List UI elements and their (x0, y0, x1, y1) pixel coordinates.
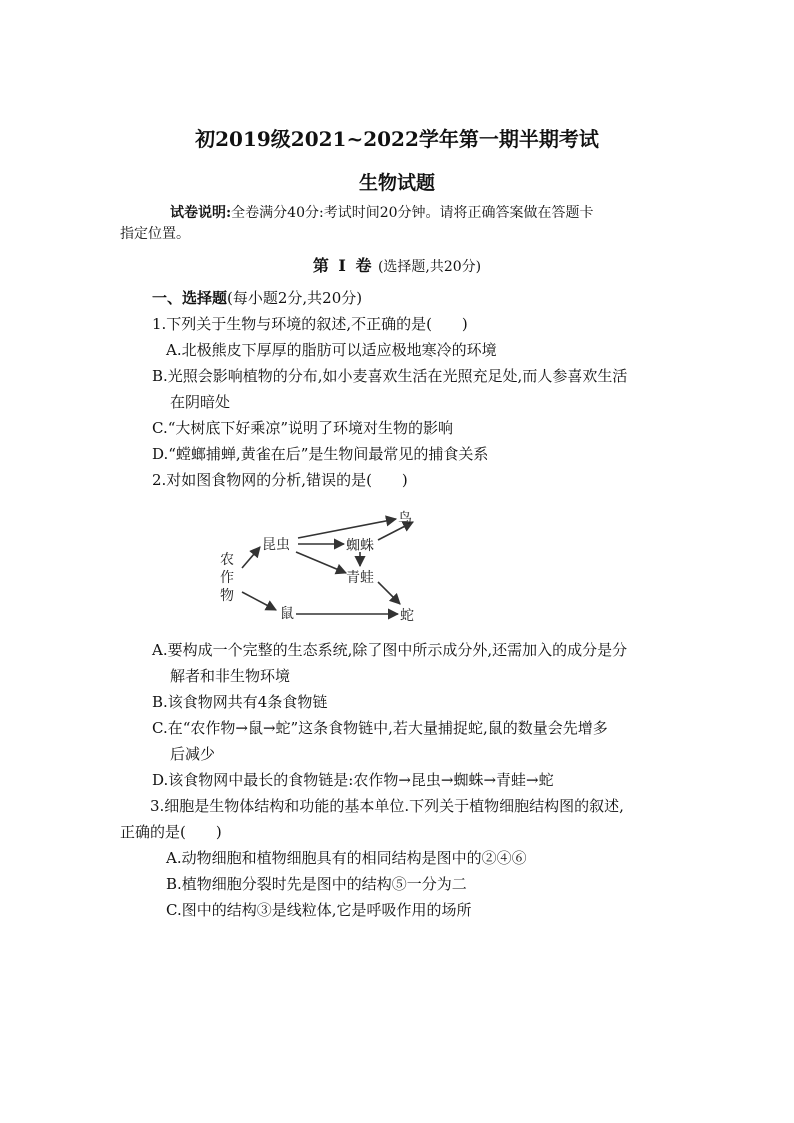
node-crop-2: 作 (220, 570, 234, 586)
exam-title: 初2019级2021~2022学年第一期半期考试 (195, 127, 599, 151)
q2-option-a-line-2: 解者和非生物环境 (170, 667, 291, 685)
node-crop-3: 物 (220, 588, 234, 604)
node-frog: 青蛙 (346, 570, 374, 586)
q1-option-d: D.“螳螂捕蝉,黄雀在后”是生物间最常见的捕食关系 (152, 445, 489, 463)
q1-option-b-line-1: B.光照会影响植物的分布,如小麦喜欢生活在光照充足处,而人参喜欢生活 (152, 367, 628, 385)
q2-option-c-line-2: 后减少 (170, 745, 216, 763)
exam-subtitle: 生物试题 (358, 172, 435, 194)
instructions-line-1 (170, 203, 594, 223)
arrow-insect-to-bird (298, 519, 396, 538)
volume-heading (0, 256, 794, 277)
q1-option-b-line-2: 在阴暗处 (170, 393, 231, 411)
arrow-insect-to-frog (296, 552, 346, 573)
q2-option-d: D.该食物网中最长的食物链是:农作物→昆虫→蜘蛛→青蛙→蛇 (152, 771, 554, 789)
q1-stem: 1.下列关于生物与环境的叙述,不正确的是( ) (152, 315, 468, 333)
q3-option-a: A.动物细胞和植物细胞具有的相同结构是图中的②④⑥ (166, 849, 527, 867)
section-heading (152, 288, 362, 308)
q3-option-b: B.植物细胞分裂时先是图中的结构⑤一分为二 (166, 875, 467, 893)
arrow-frog-to-snake (378, 582, 400, 604)
arrow-crop-to-mouse (242, 592, 276, 610)
node-mouse: 鼠 (280, 606, 294, 622)
food-web-diagram (200, 500, 440, 625)
instructions-label: 试卷说明: (170, 205, 232, 221)
node-bird: 鸟 (398, 511, 412, 527)
q2-option-a-line-1: A.要构成一个完整的生态系统,除了图中所示成分外,还需加入的成分是分 (152, 641, 628, 659)
instructions-text: 全卷满分40分:考试时间20分钟。请将正确答案做在答题卡 (231, 205, 594, 221)
node-snake: 蛇 (400, 608, 414, 624)
section-desc: (每小题2分,共20分) (227, 289, 363, 307)
q2-option-b: B.该食物网共有4条食物链 (152, 693, 328, 711)
node-crop-1: 农 (220, 552, 234, 568)
q1-option-c: C.“大树底下好乘凉”说明了环境对生物的影响 (152, 419, 454, 437)
q1-option-a: A.北极熊皮下厚厚的脂肪可以适应极地寒冷的环境 (166, 341, 497, 359)
instructions-line-2: 指定位置。 (120, 226, 190, 242)
q3-stem-line-2: 正确的是( ) (120, 823, 222, 841)
q3-option-c: C.图中的结构③是线粒体,它是呼吸作用的场所 (166, 901, 472, 919)
node-spider: 蜘蛛 (346, 538, 374, 554)
volume-label: 第 Ⅰ 卷 (312, 256, 374, 275)
q2-stem: 2.对如图食物网的分析,错误的是( ) (152, 471, 408, 489)
q3-stem-line-1: 3.细胞是生物体结构和功能的基本单位.下列关于植物细胞结构图的叙述, (150, 797, 624, 815)
volume-desc: (选择题,共20分) (377, 259, 482, 275)
node-insect: 昆虫 (262, 537, 290, 553)
q2-option-c-line-1: C.在“农作物→鼠→蛇”这条食物链中,若大量捕捉蛇,鼠的数量会先增多 (152, 719, 608, 737)
section-title: 一、选择题 (152, 289, 228, 307)
arrow-crop-to-insect (242, 547, 260, 568)
